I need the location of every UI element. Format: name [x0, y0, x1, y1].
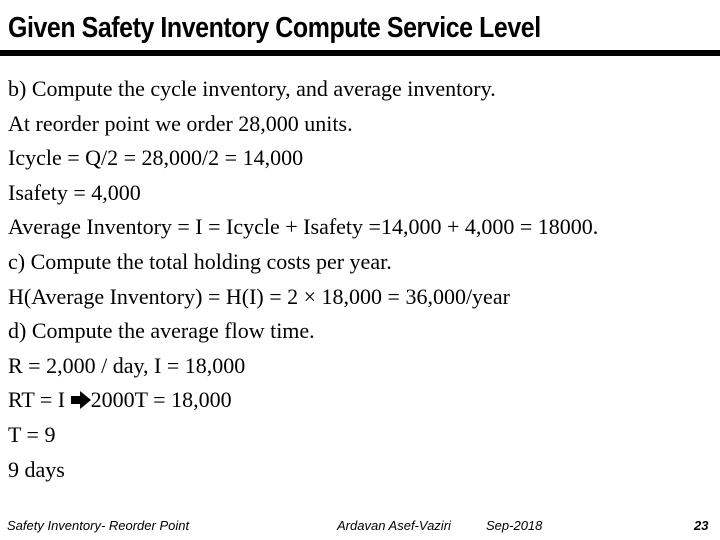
body-line: T = 9 — [8, 421, 56, 447]
slide-body — [8, 72, 710, 487]
body-line: H(Average Inventory) = H(I) = 2 × 18,000 = 36,000/year — [8, 283, 510, 309]
body-line: b) Compute the cycle inventory, and average inventory. — [8, 76, 496, 101]
body-line: R = 2,000 / day, I = 18,000 — [8, 352, 246, 378]
body-line: 9 days — [8, 456, 65, 482]
right-arrow-icon — [71, 383, 91, 418]
body-line: At reorder point we order 28,000 units. — [8, 110, 353, 136]
body-line: c) Compute the total holding costs per year. — [8, 248, 392, 274]
footer-date: Sep-2018 — [486, 518, 543, 533]
page-number: 23 — [694, 518, 709, 533]
body-line: d) Compute the average flow time. — [8, 318, 315, 344]
slide-title: Given Safety Inventory Compute Service Level — [8, 12, 541, 44]
footer-author: Ardavan Asef-Vaziri — [337, 518, 451, 533]
title-rule — [0, 50, 720, 56]
body-line: Icycle = Q/2 = 28,000/2 = 14,000 — [8, 145, 304, 171]
body-line: Average Inventory = I = Icycle + Isafety =14,000 + 4,000 = 18000. — [8, 214, 599, 240]
rt-line — [8, 383, 710, 418]
body-line: Isafety = 4,000 — [8, 179, 141, 205]
footer-course-title: Safety Inventory- Reorder Point — [7, 518, 190, 533]
rt-line-right: 2000T = 18,000 — [90, 387, 232, 413]
rt-line-left: RT = I — [8, 387, 71, 413]
